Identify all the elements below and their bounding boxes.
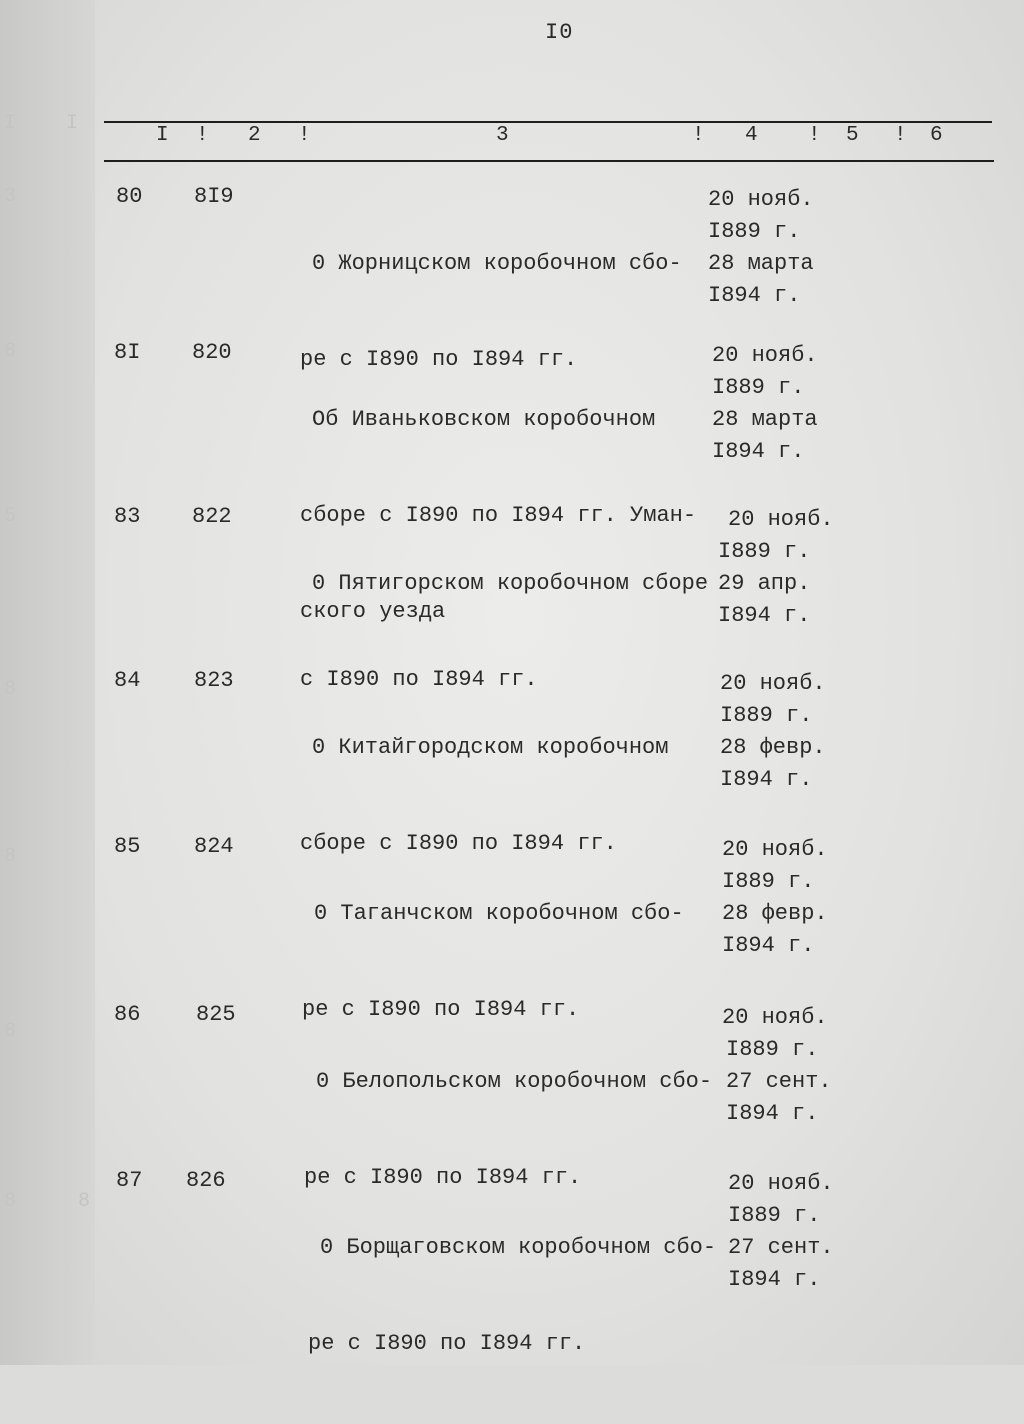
ghost-mark: 5 bbox=[4, 505, 17, 528]
column-separator: ! bbox=[808, 124, 821, 147]
ghost-mark: 8 bbox=[4, 1190, 17, 1213]
row-number: 826 bbox=[186, 1168, 226, 1193]
date-line: I894 г. bbox=[720, 767, 813, 792]
row-number: 820 bbox=[192, 340, 232, 365]
row-number: 825 bbox=[196, 1002, 236, 1027]
date-line: 28 марта bbox=[708, 251, 814, 276]
page-number: I0 bbox=[545, 20, 574, 45]
date-line: I894 г. bbox=[726, 1101, 819, 1126]
column-header: 4 bbox=[745, 124, 758, 147]
date-line: 29 апр. bbox=[718, 571, 811, 596]
date-line: 20 нояб. bbox=[708, 187, 814, 212]
row-date bbox=[708, 184, 814, 312]
row-seq: 80 bbox=[116, 184, 143, 209]
row-seq: 87 bbox=[116, 1168, 143, 1193]
title-line: сборе с I890 по I894 гг. bbox=[300, 831, 617, 856]
date-line: 27 сент. bbox=[728, 1235, 834, 1260]
ghost-mark: I bbox=[4, 112, 17, 135]
row-number: 823 bbox=[194, 668, 234, 693]
date-line: I894 г. bbox=[722, 933, 815, 958]
title-line: 0 Белопольском коробочном сбо- bbox=[316, 1069, 713, 1094]
date-line: 20 нояб. bbox=[712, 343, 818, 368]
title-line: Об Иваньковском коробочном bbox=[312, 407, 656, 432]
column-separator: ! bbox=[298, 124, 311, 147]
title-line: 0 Борщаговском коробочном сбо- bbox=[320, 1235, 717, 1260]
title-line: ского уезда bbox=[300, 599, 446, 624]
date-line: I889 г. bbox=[712, 375, 805, 400]
column-header: I bbox=[156, 124, 169, 147]
title-line: 0 Таганчском коробочном сбо- bbox=[314, 901, 684, 926]
ghost-mark: 8 bbox=[78, 1190, 91, 1213]
row-date bbox=[712, 340, 818, 468]
ghost-mark: 3 bbox=[4, 185, 17, 208]
title-line: с I890 по I894 гг. bbox=[300, 667, 538, 692]
date-line: I894 г. bbox=[712, 439, 805, 464]
ghost-mark: 8 bbox=[4, 1020, 17, 1043]
column-separator: ! bbox=[692, 124, 705, 147]
ghost-mark: 8 bbox=[4, 340, 17, 363]
date-line: I889 г. bbox=[722, 869, 815, 894]
title-line: 0 Жорницском коробочном сбо- bbox=[312, 251, 682, 276]
column-separator: ! bbox=[894, 124, 907, 147]
ghost-mark: I bbox=[66, 112, 79, 135]
row-seq: 84 bbox=[114, 668, 141, 693]
row-number: 824 bbox=[194, 834, 234, 859]
row-seq: 86 bbox=[114, 1002, 141, 1027]
row-date bbox=[722, 834, 828, 962]
row-date bbox=[720, 668, 826, 796]
row-title bbox=[308, 1168, 716, 1424]
table-row bbox=[0, 1168, 1024, 1356]
date-line: I889 г. bbox=[728, 1203, 821, 1228]
date-line: 20 нояб. bbox=[728, 1171, 834, 1196]
row-date bbox=[728, 1168, 834, 1296]
row-number: 822 bbox=[192, 504, 232, 529]
column-separator: ! bbox=[196, 124, 209, 147]
title-line: ре с I890 по I894 гг. bbox=[300, 347, 578, 372]
date-line: 28 февр. bbox=[722, 901, 828, 926]
date-line: I889 г. bbox=[720, 703, 813, 728]
header-rule-bottom bbox=[104, 160, 994, 162]
date-line: 28 февр. bbox=[720, 735, 826, 760]
column-header: 2 bbox=[248, 124, 261, 147]
title-line: 0 Китайгородском коробочном bbox=[312, 735, 669, 760]
date-line: 27 сент. bbox=[726, 1069, 832, 1094]
column-header: 6 bbox=[930, 124, 943, 147]
column-header: 3 bbox=[496, 124, 509, 147]
title-line: сборе с I890 по I894 гг. Уман- bbox=[300, 503, 697, 528]
row-seq: 85 bbox=[114, 834, 141, 859]
title-line: ре с I890 по I894 гг. bbox=[308, 1331, 586, 1356]
row-seq: 8I bbox=[114, 340, 141, 365]
header-rule-top bbox=[104, 121, 992, 123]
column-header: 5 bbox=[846, 124, 859, 147]
ghost-mark: 8 bbox=[4, 678, 17, 701]
date-line: 20 нояб. bbox=[720, 671, 826, 696]
date-line: 28 марта bbox=[712, 407, 818, 432]
row-number: 8I9 bbox=[194, 184, 234, 209]
date-line: 20 нояб. bbox=[722, 1005, 828, 1030]
date-line: I889 г. bbox=[708, 219, 801, 244]
title-line: ре с I890 по I894 гг. bbox=[304, 1165, 582, 1190]
date-line: I889 г. bbox=[718, 539, 811, 564]
date-line: 20 нояб. bbox=[728, 507, 834, 532]
row-date bbox=[718, 504, 834, 632]
row-date bbox=[722, 1002, 832, 1130]
date-line: I894 г. bbox=[718, 603, 811, 628]
title-line: ре с I890 по I894 гг. bbox=[302, 997, 580, 1022]
row-seq: 83 bbox=[114, 504, 141, 529]
date-line: 20 нояб. bbox=[722, 837, 828, 862]
date-line: I894 г. bbox=[708, 283, 801, 308]
title-line: 0 Пятигорском коробочном сборе bbox=[312, 571, 709, 596]
date-line: I889 г. bbox=[726, 1037, 819, 1062]
date-line: I894 г. bbox=[728, 1267, 821, 1292]
ghost-mark: 8 bbox=[4, 845, 17, 868]
